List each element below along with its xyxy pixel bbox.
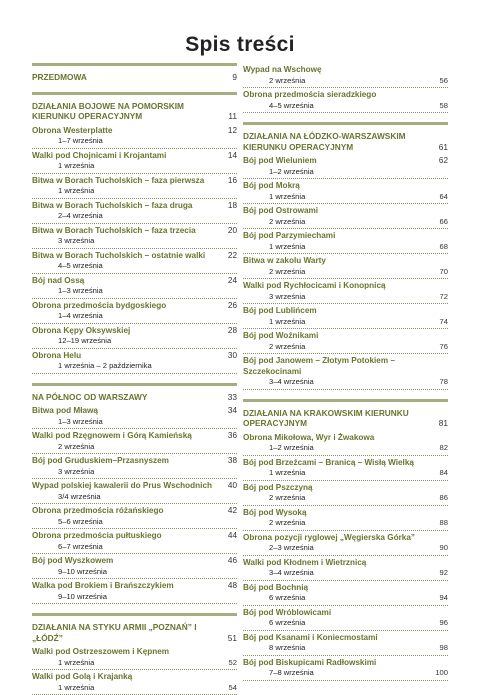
entry-date-row [243, 317, 448, 327]
entry-title-row [32, 431, 237, 442]
toc-entry[interactable] [243, 279, 448, 304]
entry-date: 1 września [269, 191, 306, 201]
entry-title: Obrona przedmościa bydgoskiego [32, 300, 167, 310]
toc-entry[interactable] [32, 645, 237, 670]
entry-title-page: 38 [227, 456, 237, 465]
toc-entry[interactable] [243, 204, 448, 229]
entry-page: 58 [439, 100, 448, 110]
toc-left-column [32, 63, 237, 695]
section-heading-page: 61 [438, 141, 448, 152]
entry-title-page: 22 [227, 250, 237, 260]
entry-title: Bój pod Pszczyną [243, 482, 313, 492]
entry-page: 90 [439, 543, 448, 552]
toc-entry[interactable] [243, 506, 448, 531]
entry-date: 1 września [58, 161, 95, 170]
entry-title-row [243, 658, 448, 669]
toc-entry[interactable] [243, 304, 448, 329]
entry-date-row [32, 683, 237, 693]
entry-title-row [243, 65, 448, 76]
entry-date: 3 września [58, 466, 95, 476]
entry-date-row [243, 342, 448, 352]
entry-date: 1 września – 2 października [58, 361, 152, 370]
entry-title-row [243, 206, 448, 217]
entry-date: 2 września [269, 266, 306, 276]
section-heading[interactable] [32, 101, 237, 122]
entry-title: Bój pod Wróblowicami [243, 607, 332, 617]
toc-entry[interactable] [32, 504, 237, 529]
section-heading[interactable] [32, 392, 237, 403]
entry-title: Bój pod Wysoką [243, 507, 307, 517]
entry-title: Bój pod Biskupicami Radłowskimi [243, 657, 377, 667]
toc-entry[interactable] [243, 556, 448, 581]
toc-entry[interactable] [243, 531, 448, 556]
toc-entry[interactable] [243, 354, 448, 390]
toc-entry[interactable] [32, 199, 237, 224]
entry-title: Obrona przedmościa sieradzkiego [243, 90, 377, 99]
entry-title-row [32, 672, 237, 683]
section-heading-page: 33 [227, 391, 237, 402]
entry-title-page: 34 [227, 406, 237, 415]
entry-title: Walki pod Kłodnem i Wietrznicą [243, 557, 367, 567]
entry-date-row [243, 76, 448, 86]
entry-date-row [32, 136, 237, 146]
entry-title: Walki pod Ostrzeszowem i Kępnem [32, 647, 170, 656]
entry-date: 1 września [58, 657, 95, 667]
entry-date: 4–5 września [269, 100, 314, 110]
entry-date-row [32, 442, 237, 452]
entry-title-row [243, 181, 448, 192]
entry-title-row [243, 533, 448, 544]
entry-page: 64 [439, 191, 448, 201]
entry-date-row [32, 567, 237, 577]
entry-date: 1–4 września [58, 311, 103, 320]
entry-page: 70 [439, 266, 448, 276]
entry-title-row [243, 256, 448, 267]
entry-title-page: 20 [227, 225, 237, 235]
section-heading-page: 51 [227, 632, 237, 643]
entry-title-row [32, 406, 237, 417]
section-heading-page: 81 [438, 418, 448, 428]
entry-date-row [32, 417, 237, 427]
entry-date-row [32, 492, 237, 502]
toc-entry[interactable] [243, 63, 448, 88]
entry-title: Bitwa w Borach Tucholskich – faza trzecia [32, 225, 196, 235]
entry-date-row [32, 517, 237, 527]
entry-page: 66 [439, 216, 448, 226]
toc-entry[interactable] [243, 254, 448, 279]
toc-entry[interactable] [32, 249, 237, 274]
section-heading-title: DZIAŁANIA NA ŁÓDZKO-WARSZAWSKIM KIERUNKU OPERACYJNYM [243, 131, 406, 152]
toc-entry[interactable] [243, 431, 448, 456]
entry-title-row [32, 126, 237, 137]
entry-date: 5–6 września [58, 516, 103, 526]
entry-page: 76 [439, 341, 448, 351]
section-heading-title: NA PÓŁNOC OD WARSZAWY [32, 391, 148, 402]
entry-page: 94 [439, 593, 448, 602]
entry-date-row [32, 658, 237, 668]
entry-date-row [243, 377, 448, 387]
entry-title: Bitwa w Borach Tucholskich – faza pierwsza [32, 175, 205, 185]
entry-title-row [32, 531, 237, 542]
toc-right-column [243, 63, 448, 681]
toc-entry[interactable] [32, 454, 237, 479]
section-heading[interactable] [243, 408, 448, 429]
entry-title-row [243, 583, 448, 594]
entry-date: 4–5 września [58, 261, 103, 270]
toc-section [243, 399, 448, 681]
entry-title-row [32, 581, 237, 592]
entry-date-row [243, 618, 448, 628]
entry-title: Bój pod Janowem – Złotym Potokiem – Szczekocinami [243, 356, 395, 376]
toc-entry[interactable] [243, 456, 448, 481]
entry-date: 1–7 września [58, 136, 103, 145]
entry-date: 2 września [269, 493, 306, 502]
entry-date: 1–2 września [269, 443, 314, 452]
entry-date-row [243, 468, 448, 478]
entry-title-row [32, 151, 237, 162]
toc-entry[interactable] [32, 149, 237, 174]
entry-page: 100 [435, 668, 448, 677]
entry-date: 2 września [269, 216, 306, 226]
toc-entry[interactable] [32, 324, 237, 349]
entry-title-row [32, 647, 237, 658]
entry-title-page: 40 [227, 481, 237, 490]
entry-title: Bój pod Mokrą [243, 181, 300, 190]
entry-date-row [243, 267, 448, 277]
entry-date-row [32, 542, 237, 552]
entry-date-row [243, 101, 448, 111]
entry-date: 2 września [58, 441, 95, 451]
entry-title-row [243, 356, 448, 377]
toc-entry[interactable] [32, 479, 237, 504]
section-heading[interactable] [32, 72, 237, 83]
entry-title-row [32, 276, 237, 287]
toc-entry[interactable] [32, 429, 237, 454]
entry-date: 1–3 września [58, 416, 103, 426]
entry-page: 92 [439, 568, 448, 577]
toc-entry[interactable] [243, 88, 448, 113]
entry-title-page: 14 [227, 150, 237, 160]
entry-date-row [243, 443, 448, 453]
entry-title: Bój pod Ostrowami [243, 206, 319, 215]
entry-page: 88 [439, 518, 448, 527]
toc-entry[interactable] [32, 174, 237, 199]
entry-date-row [243, 643, 448, 653]
entry-page: 78 [439, 377, 448, 386]
toc-entry[interactable] [243, 229, 448, 254]
entry-date: 2–4 września [58, 211, 103, 220]
toc-section [243, 63, 448, 113]
entry-title: Bitwa w Borach Tucholskich – faza druga [32, 200, 193, 210]
toc-entry[interactable] [32, 404, 237, 429]
entry-title: Bój pod Lublińcem [243, 306, 317, 315]
entry-title-row [32, 301, 237, 312]
entry-date-row [32, 211, 237, 221]
toc-entry[interactable] [243, 481, 448, 506]
entry-title: Bój pod Ksanami i Koniecmostami [243, 632, 378, 642]
toc-entry[interactable] [32, 349, 237, 374]
entry-title-page: 42 [227, 506, 237, 515]
entry-title-page: 48 [227, 581, 237, 590]
entry-title: Bój pod Parzymiechami [243, 231, 336, 240]
entry-title-row [243, 508, 448, 519]
entry-date: 2 września [269, 75, 306, 85]
entry-date: 1 września [58, 682, 95, 692]
entry-date-row [243, 568, 448, 578]
entry-date: 6 września [269, 618, 306, 627]
entry-title: Walki pod Rzęgnowem i Górą Kamieńską [32, 431, 192, 440]
entry-date: 12–19 września [58, 336, 112, 345]
entry-date: 3–4 września [269, 377, 314, 386]
entry-date: 3/4 września [58, 491, 101, 501]
section-heading[interactable] [243, 131, 448, 152]
toc-section [32, 63, 237, 83]
entry-title-row [243, 608, 448, 619]
entry-page: 86 [439, 493, 448, 502]
entry-title-row [32, 456, 237, 467]
entry-title-row [32, 226, 237, 237]
entry-title: Obrona przedmościa pułtuskiego [32, 531, 162, 540]
entry-date: 8 września [269, 643, 306, 652]
page-title: Spis treści [185, 33, 295, 56]
entry-date-row [32, 286, 237, 296]
entry-date: 3 września [269, 291, 306, 301]
entry-page: 82 [439, 443, 448, 452]
entry-date: 9–10 września [58, 566, 107, 576]
entry-date: 2 września [269, 341, 306, 351]
entry-title: Bitwa pod Mławą [32, 406, 98, 415]
entry-title-row [32, 351, 237, 362]
toc-entry[interactable] [243, 581, 448, 606]
entry-title-row [243, 331, 448, 342]
entry-date: 1–2 września [269, 166, 314, 176]
entry-page: 56 [439, 75, 448, 85]
entry-title-row [243, 281, 448, 292]
entry-date-row [243, 167, 448, 177]
entry-title: Wypad polskiej kawalerii do Prus Wschodnich [32, 481, 213, 490]
section-heading-title: DZIAŁANIA NA KRAKOWSKIM KIERUNKU OPERACYJNYM [243, 407, 409, 428]
entry-title-page: 12 [227, 125, 237, 135]
entry-title: Obrona Mikołowa, Wyr i Żwakowa [243, 432, 375, 442]
entry-title-row [32, 251, 237, 262]
entry-title: Obrona przedmościa różańskiego [32, 506, 164, 515]
entry-date-row [32, 336, 237, 346]
entry-title-row [243, 558, 448, 569]
entry-date-row [243, 292, 448, 302]
entry-date-row [32, 592, 237, 602]
toc-entry[interactable] [243, 606, 448, 631]
entry-title-row [32, 201, 237, 212]
entry-title-page: 62 [438, 156, 448, 165]
entry-title-row [32, 506, 237, 517]
entry-title: Bój pod Gruduskiem–Przasnyszem [32, 456, 169, 465]
section-heading-page: 9 [232, 72, 237, 82]
toc-entry[interactable] [32, 299, 237, 324]
toc-entry[interactable] [32, 554, 237, 579]
entry-date: 7–8 września [269, 668, 314, 677]
entry-date-row [243, 217, 448, 227]
entry-date-row [32, 311, 237, 321]
entry-page: 98 [439, 643, 448, 652]
entry-title: Obrona Kępy Oksywskiej [32, 325, 131, 335]
section-heading-title: DZIAŁANIA NA STYKU ARMII „POZNAŃ” I „ŁÓDŹ” [32, 622, 197, 643]
entry-date-row [32, 236, 237, 246]
entry-page: 54 [228, 682, 237, 692]
toc-section [243, 122, 448, 390]
entry-title: Walki pod Chojnicami i Krojantami [32, 150, 167, 160]
entry-date-row [243, 518, 448, 528]
toc-entry[interactable] [32, 124, 237, 149]
toc-entry[interactable] [32, 579, 237, 604]
entry-title: Bój nad Ossą [32, 275, 85, 285]
entry-date-row [243, 543, 448, 553]
entry-title: Bitwa w Borach Tucholskich – ostatnie walki [32, 250, 206, 260]
toc-entry[interactable] [32, 670, 237, 695]
entry-title-row [243, 458, 448, 469]
entry-title-row [243, 156, 448, 167]
entry-title-page: 44 [227, 531, 237, 540]
entry-title-row [243, 306, 448, 317]
entry-title: Bój pod Woźnikami [243, 331, 319, 340]
toc-section [32, 613, 237, 695]
entry-date: 1 września [58, 186, 95, 195]
entry-date: 1 września [269, 241, 306, 251]
entry-title: Walki pod Golą i Krajanką [32, 672, 133, 681]
entry-title-page: 46 [227, 556, 237, 565]
entry-page: 74 [439, 316, 448, 326]
section-heading-page: 11 [228, 111, 237, 121]
entry-title: Obrona Helu [32, 350, 82, 360]
entry-date-row [243, 242, 448, 252]
entry-page: 84 [439, 468, 448, 477]
toc-entry[interactable] [32, 224, 237, 249]
entry-date-row [243, 493, 448, 503]
entry-date: 2–3 września [269, 543, 314, 552]
entry-date-row [243, 593, 448, 603]
entry-title-page: 26 [227, 300, 237, 310]
entry-date: 1 września [269, 468, 306, 477]
entry-date: 6 września [269, 593, 306, 602]
entry-date: 3–4 września [269, 568, 314, 577]
toc-entry[interactable] [32, 274, 237, 299]
entry-page: 72 [439, 291, 448, 301]
entry-date: 6–7 września [58, 541, 103, 551]
entry-page: 68 [439, 241, 448, 251]
entry-title-page: 28 [227, 325, 237, 335]
entry-title-page: 30 [227, 350, 237, 360]
entry-title: Bitwa w zakolu Warty [243, 256, 326, 265]
entry-title: Bój pod Wieluniem [243, 156, 317, 165]
entry-title-page: 16 [227, 175, 237, 185]
entry-date-row [32, 467, 237, 477]
entry-date: 3 września [58, 236, 95, 245]
entry-title-row [32, 556, 237, 567]
entry-title-row [32, 481, 237, 492]
entry-title: Wypad na Wschowę [243, 65, 322, 74]
entry-title-row [243, 231, 448, 242]
entry-title-row [243, 483, 448, 494]
entry-title: Walka pod Brokiem i Brańszczykiem [32, 581, 174, 590]
toc-entry[interactable] [243, 329, 448, 354]
toc-entry[interactable] [243, 179, 448, 204]
entry-title: Walki pod Rychłocicami i Konopnicą [243, 281, 386, 290]
entry-title: Obrona Westerplatte [32, 125, 113, 135]
entry-title-page: 24 [227, 275, 237, 285]
entry-date-row [32, 361, 237, 371]
entry-date: 1–3 września [58, 286, 103, 295]
toc-entry[interactable] [243, 656, 448, 681]
entry-date-row [243, 668, 448, 678]
section-heading-title: DZIAŁANIA BOJOWE NA POMORSKIM KIERUNKU OPERACYJNYM [32, 100, 184, 121]
section-heading[interactable] [32, 622, 237, 643]
entry-title-row [243, 90, 448, 101]
toc-entry[interactable] [243, 154, 448, 179]
entry-date: 2 września [269, 518, 306, 527]
entry-title-row [32, 176, 237, 187]
toc-section [32, 383, 237, 605]
entry-title: Obrona pozycji ryglowej „Węgierska Górka” [243, 532, 415, 542]
entry-page: 52 [228, 657, 237, 667]
entry-title-row [243, 433, 448, 444]
toc-entry[interactable] [243, 631, 448, 656]
entry-date: 9–10 września [58, 591, 107, 601]
entry-date-row [32, 261, 237, 271]
entry-title-page: 18 [227, 200, 237, 210]
entry-date: 1 września [269, 316, 306, 326]
section-heading-title: PRZEDMOWA [32, 72, 87, 82]
toc-section [32, 92, 237, 374]
entry-date-row [243, 192, 448, 202]
entry-date-row [32, 186, 237, 196]
entry-title-row [243, 633, 448, 644]
entry-title: Bój pod Brzeźcami – Branicą – Wisłą Wielką [243, 457, 414, 467]
toc-entry[interactable] [32, 529, 237, 554]
entry-title-row [32, 326, 237, 337]
entry-date-row [32, 161, 237, 171]
entry-title-page: 36 [227, 431, 237, 440]
entry-page: 96 [439, 618, 448, 627]
entry-title: Bój pod Wyszkowem [32, 556, 114, 565]
entry-title: Bój pod Bochnią [243, 582, 309, 592]
